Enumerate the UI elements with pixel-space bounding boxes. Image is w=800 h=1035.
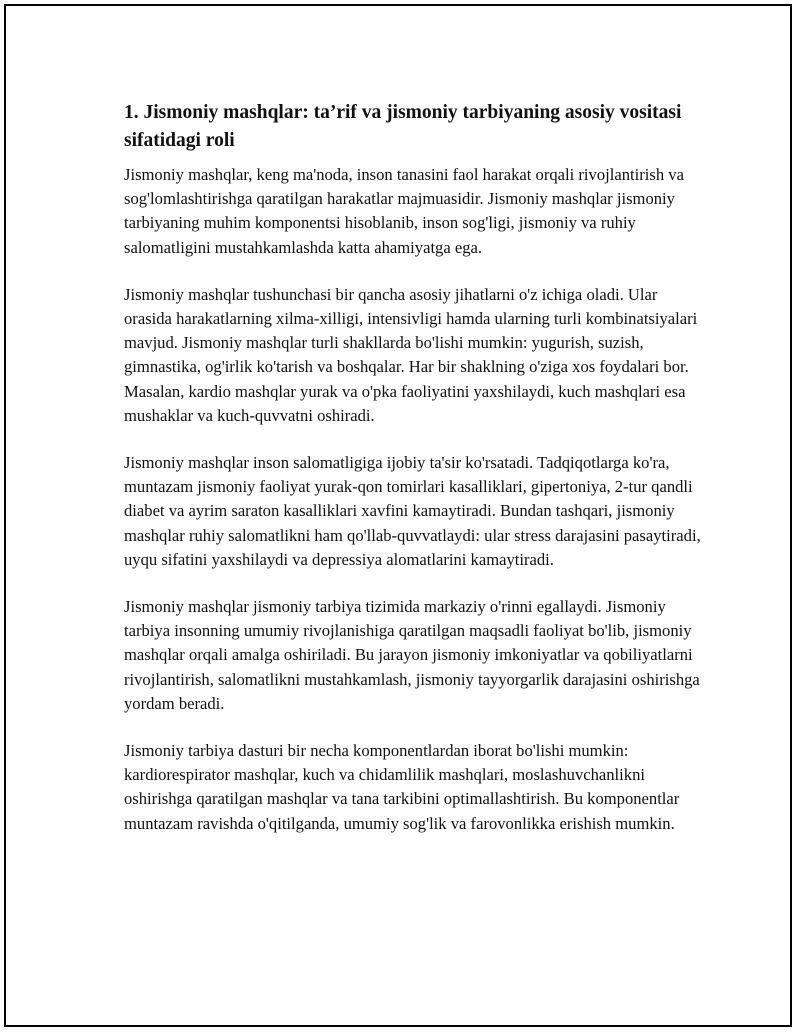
section-heading: 1. Jismoniy mashqlar: ta’rif va jismoniy tarbiyaning asosiy vositasi sifatidagi roli [124, 102, 682, 151]
document-body [124, 99, 704, 859]
paragraph-health-effects: Jismoniy mashqlar inson salomatligiga ijobiy ta'sir ko'rsatadi. Tadqiqotlarga ko'ra, muntazam jismoniy faoliyat yurak-qon tomirlari kasalliklari, gipertoniya, 2-tur qandli diabet va ayrim saraton kasalliklari xavfini kamaytiradi. Bundan tashqari, jismoniy mashqlar ruhiy salomatlikni ham qo'llab-quvvatlaydi: ular stress darajasini pasaytiradi, uyqu sifatini yaxshilaydi va depressiya alomatlarini kamaytiradi. [124, 453, 701, 569]
page-frame [4, 4, 792, 1027]
paragraph-physical-education: Jismoniy mashqlar jismoniy tarbiya tizimida markaziy o'rinni egallaydi. Jismoniy tarbiya insonning umumiy rivojlanishiga qaratilgan maqsadli faoliyat bo'lib, jismoniy mashqlar orqali amalga oshiriladi. Bu jarayon jismoniy imkoniyatlar va qobiliyatlarni rivojlantirish, salomatlikni mustahkamlash, jismoniy tayyorgarlik darajasini oshirishga yordam beradi. [124, 597, 700, 713]
paragraph-aspects: Jismoniy mashqlar tushunchasi bir qancha asosiy jihatlarni o'z ichiga oladi. Ular orasida harakatlarning xilma-xilligi, intensivligi hamda ularning turli kombinatsiyalari mavjud. Jismoniy mashqlar turli shakllarda bo'lishi mumkin: yugurish, suzish, gimnastika, og'irlik ko'tarish va boshqalar. Har bir shaklning o'ziga xos foydalari bor. Masalan, kardio mashqlar yurak va o'pka faoliyatini yaxshilaydi, kuch mashqlari esa mushaklar va kuch-quvvatni oshiradi. [124, 284, 698, 425]
paragraph-definition: Jismoniy mashqlar, keng ma'noda, inson tanasini faol harakat orqali rivojlantirish va sog'lomlashtirishga qaratilgan harakatlar majmuasidir. Jismoniy mashqlar jismoniy tarbiyaning muhim komponentsi hisoblanib, inson sog'ligi, jismoniy va ruhiy salomatligini mustahkamlashda katta ahamiyatga ega. [124, 165, 684, 257]
paragraph-program-components: Jismoniy tarbiya dasturi bir necha komponentlardan iborat bo'lishi mumkin: kardiorespirator mashqlar, kuch va chidamlilik mashqlari, moslashuvchanlikni oshirishga qaratilgan mashqlar va tana tarkibini optimallashtirish. Bu komponentlar muntazam ravishda o'qitilganda, umumiy sog'lik va farovonlikka erishish mumkin. [124, 741, 680, 833]
